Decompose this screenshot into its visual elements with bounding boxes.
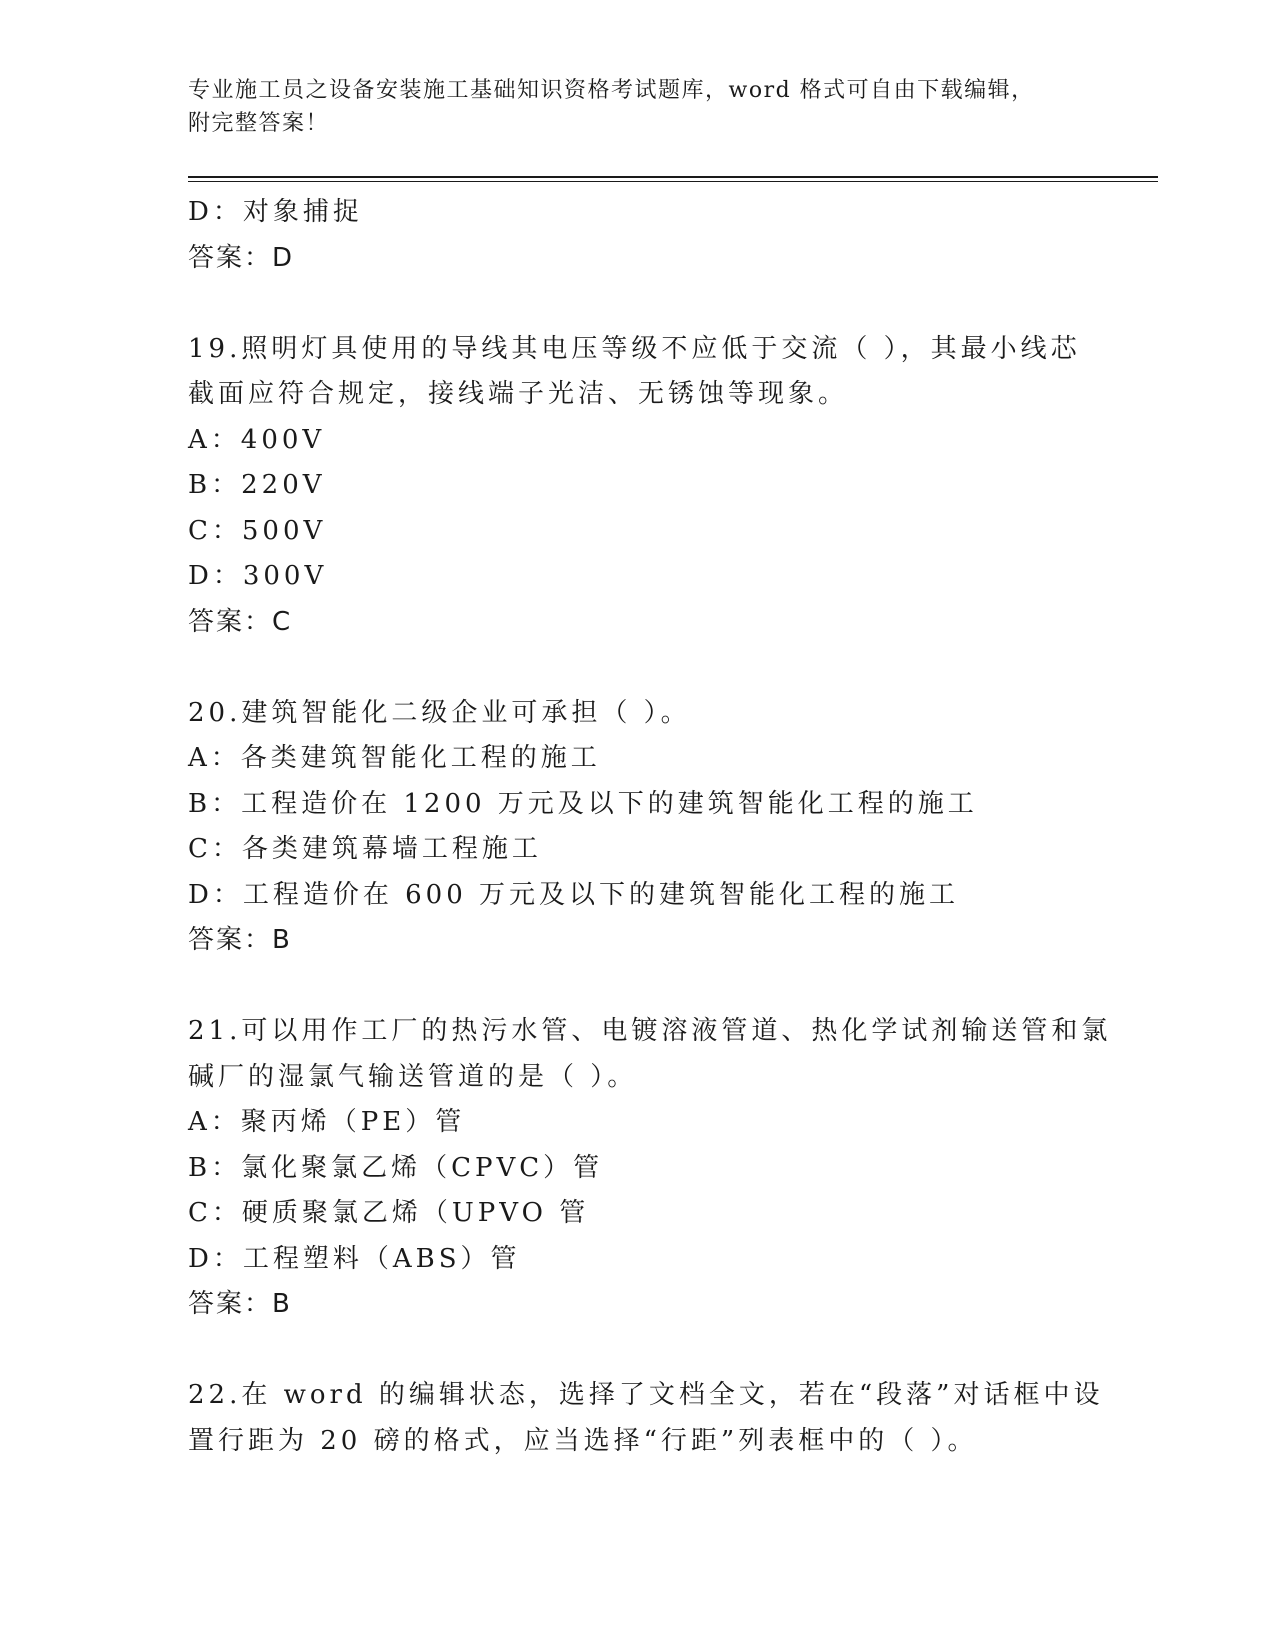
question-stem-line-1: 19.照明灯具使用的导线其电压等级不应低于交流（ ），其最小线芯 <box>188 333 1081 364</box>
question-stem-line-1: 21.可以用作工厂的热污水管、电镀溶液管道、热化学试剂输送管和氯 <box>188 1016 1112 1046</box>
page-header <box>188 74 1068 140</box>
spacer <box>188 645 1088 691</box>
document-body <box>188 190 1112 1464</box>
question-stem-line-2: 截面应符合规定，接线端子光洁、无锈蚀等现象。 <box>188 379 849 409</box>
question-21 <box>188 1009 1112 1328</box>
option-b: B：工程造价在 1200 万元及以下的建筑智能化工程的施工 <box>188 788 978 819</box>
question-stem-line-1: 22.在 word 的编辑状态，选择了文档全文，若在“段落”对话框中设 <box>188 1380 1104 1410</box>
option-b: B：220V <box>188 470 326 500</box>
option-d: D：对象捕捉 <box>188 197 363 227</box>
option-d: D：工程造价在 600 万元及以下的建筑智能化工程的施工 <box>188 879 960 910</box>
option-a: A：聚丙烯（PE）管 <box>188 1107 466 1137</box>
question-19 <box>188 327 1088 646</box>
header-rule-thin <box>188 181 1158 182</box>
answer-line: 答案：B <box>188 925 292 955</box>
answer-line: 答案：B <box>188 1289 292 1319</box>
spacer <box>188 1328 1088 1374</box>
option-b: B：氯化聚氯乙烯（CPVC）管 <box>188 1152 604 1183</box>
spacer <box>188 281 1088 327</box>
header-rule-thick <box>188 176 1158 178</box>
question-stem-line-2: 置行距为 20 磅的格式，应当选择“行距”列表框中的（ ）。 <box>188 1425 978 1456</box>
header-title-line-1: 专业施工员之设备安装施工基础知识资格考试题库，word 格式可自由下载编辑， <box>188 78 1035 103</box>
option-a: A：400V <box>188 424 326 455</box>
answer-line: 答案：D <box>188 242 295 273</box>
option-a: A：各类建筑智能化工程的施工 <box>188 743 601 773</box>
question-20 <box>188 691 1088 964</box>
answer-line: 答案：C <box>188 606 293 637</box>
question-18 <box>188 190 1088 281</box>
option-d: D：工程塑料（ABS）管 <box>188 1243 521 1274</box>
option-c: C：硬质聚氯乙烯（UPVO 管 <box>188 1198 590 1228</box>
option-d: D：300V <box>188 561 328 591</box>
option-c: C：各类建筑幕墙工程施工 <box>188 834 542 864</box>
question-stem-line-1: 20.建筑智能化二级企业可承担（ ）。 <box>188 697 691 728</box>
question-stem-line-2: 碱厂的湿氯气输送管道的是（ ）。 <box>188 1061 638 1092</box>
spacer <box>188 964 1088 1010</box>
option-c: C：500V <box>188 515 327 546</box>
header-title-line-2: 附完整答案！ <box>188 111 330 136</box>
question-22 <box>188 1373 1104 1464</box>
